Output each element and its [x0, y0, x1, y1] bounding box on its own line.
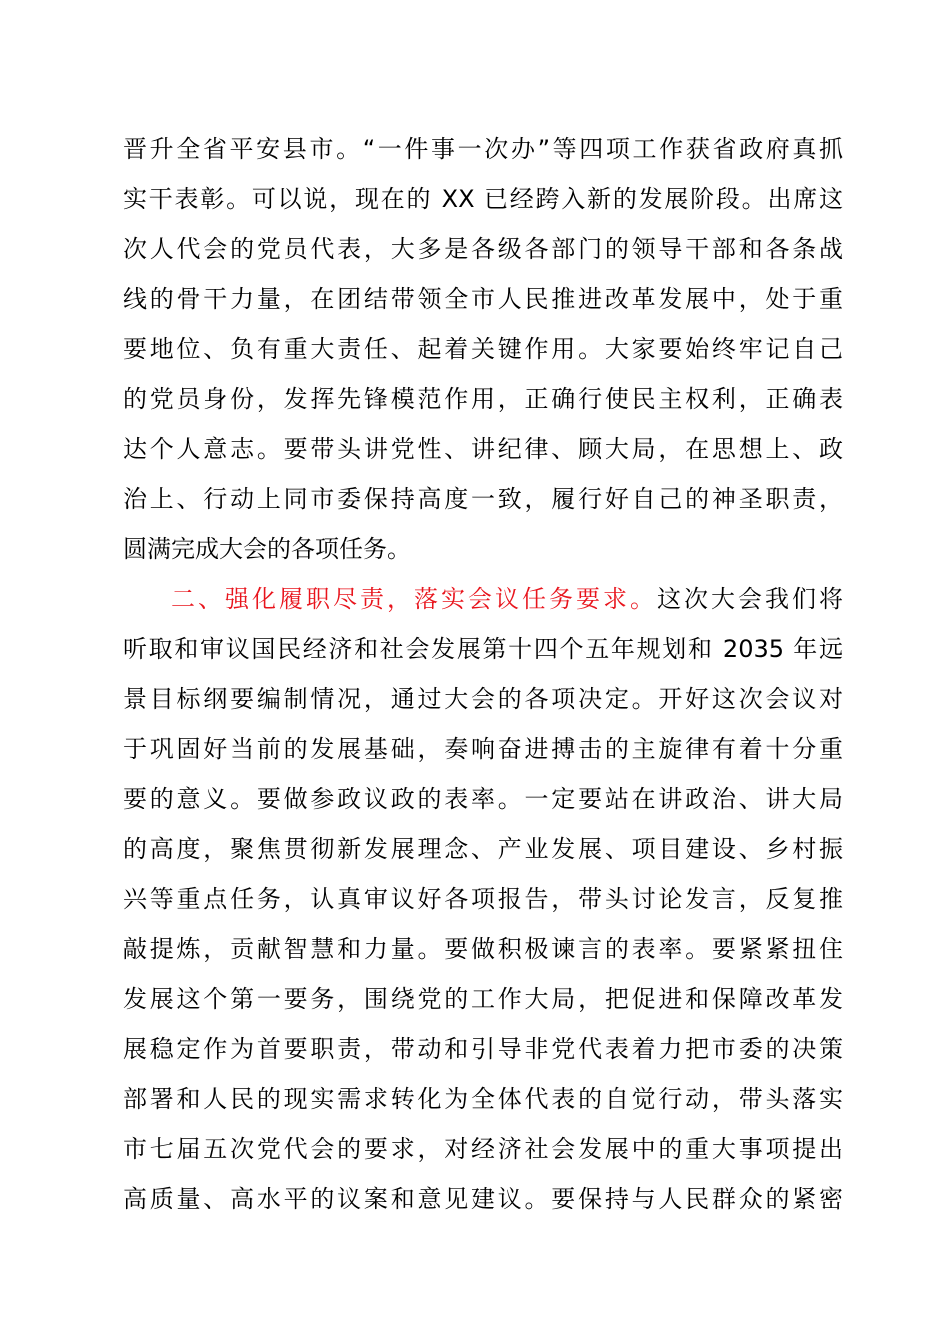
text-line: 展稳定作为首要职责，带动和引导非党代表着力把市委的决策 — [123, 1035, 843, 1063]
text-line: 发展这个第一要务，围绕党的工作大局，把促进和保障改革发 — [123, 985, 843, 1013]
paragraph-2 — [123, 574, 843, 1224]
text-line: 高质量、高水平的议案和意见建议。要保持与人民群众的紧密 — [123, 1185, 843, 1213]
text-line: 要的意义。要做参政议政的表率。一定要站在讲政治、讲大局 — [123, 785, 843, 813]
text-line: 线的骨干力量，在团结带领全市人民推进改革发展中，处于重 — [123, 285, 843, 313]
text-line: 圆满完成大会的各项任务。 — [123, 535, 411, 563]
text-line: 晋升全省平安县市。“一件事一次办”等四项工作获省政府真抓 — [123, 135, 843, 163]
text-line: 实干表彰。可以说，现在的 XX 已经跨入新的发展阶段。出席这 — [123, 185, 843, 213]
text-line: 达个人意志。要带头讲党性、讲纪律、顾大局，在思想上、政 — [123, 435, 843, 463]
text-line: 于巩固好当前的发展基础，奏响奋进搏击的主旋律有着十分重 — [123, 735, 843, 763]
text-line: 部署和人民的现实需求转化为全体代表的自觉行动，带头落实 — [123, 1085, 843, 1113]
text-line: 的党员身份，发挥先锋模范作用，正确行使民主权利，正确表 — [123, 385, 843, 413]
text-line: 次人代会的党员代表，大多是各级各部门的领导干部和各条战 — [123, 235, 843, 263]
text-line: 景目标纲要编制情况，通过大会的各项决定。开好这次会议对 — [123, 685, 843, 713]
heading-line — [123, 574, 843, 624]
text-line: 要地位、负有重大责任、起着关键作用。大家要始终牢记自己 — [123, 335, 843, 363]
text-line: 市七届五次党代会的要求，对经济社会发展中的重大事项提出 — [123, 1135, 843, 1163]
text-line: 听取和审议国民经济和社会发展第十四个五年规划和 2035 年远 — [123, 635, 843, 663]
text-line: 治上、行动上同市委保持高度一致，履行好自己的神圣职责， — [123, 485, 843, 513]
text-line: 兴等重点任务，认真审议好各项报告，带头讨论发言，反复推 — [123, 885, 843, 913]
heading-line-rest: 这次大会我们将 — [657, 585, 843, 613]
section-heading: 二、强化履职尽责，落实会议任务要求。 — [171, 585, 657, 613]
paragraph-1 — [123, 124, 843, 574]
text-line: 的高度，聚焦贯彻新发展理念、产业发展、项目建设、乡村振 — [123, 835, 843, 863]
document-body — [123, 124, 843, 1224]
text-line: 敲提炼，贡献智慧和力量。要做积极谏言的表率。要紧紧扭住 — [123, 935, 843, 963]
